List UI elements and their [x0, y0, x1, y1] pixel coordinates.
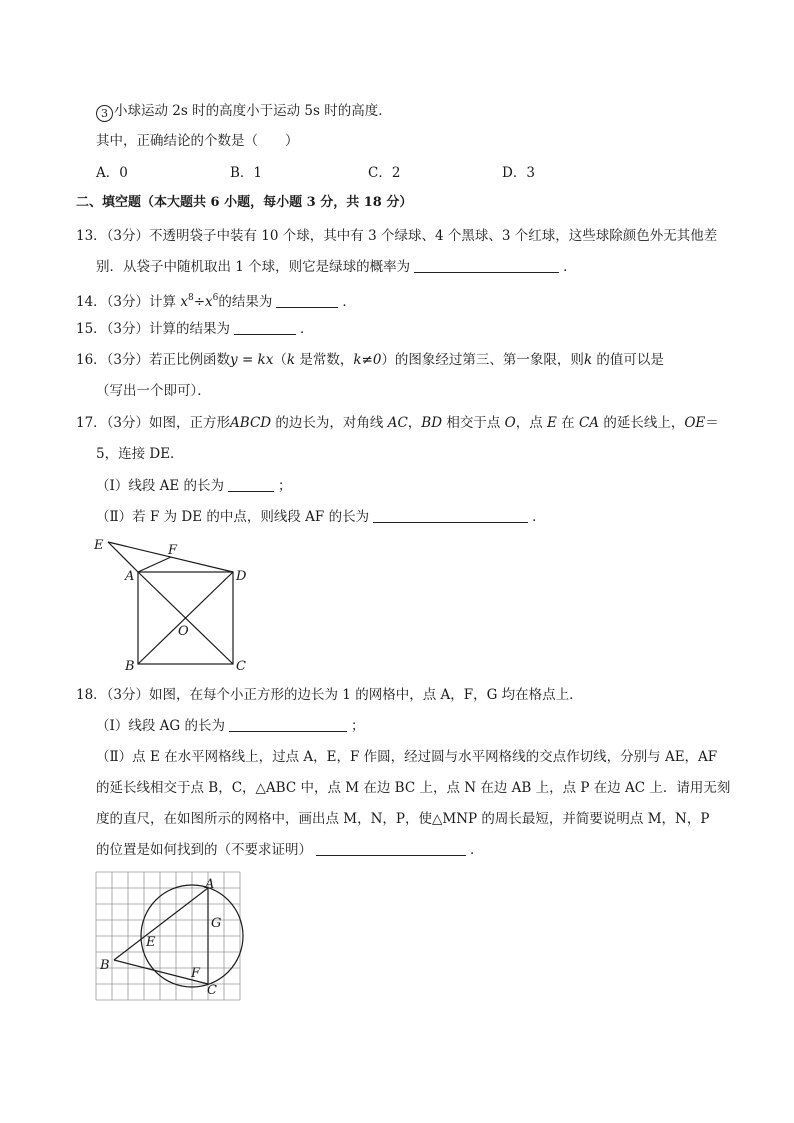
q17-figure [88, 532, 258, 674]
segment-ea [108, 542, 138, 572]
label-g: G [211, 916, 222, 931]
q13-line1: 13．（3分）不透明袋子中装有 10 个球，其中有 3 个绿球、4 个黑球、3 个红球，这些球除颜色外无其他差 [76, 228, 718, 244]
q16-line1: 16．（3分）若正比例函数y = kx（k 是常数，k≠0）的图象经过第三、第一象限，则k 的值可以是 [76, 352, 664, 368]
label-b: B [100, 958, 110, 973]
q15-answer-blank[interactable] [234, 320, 296, 335]
q18-part2-blank[interactable] [316, 841, 466, 856]
item-3: 3 小球运动 2s 时的高度小于运动 5s 时的高度． [96, 102, 392, 122]
label-e: E [146, 935, 156, 950]
q17-line2: 5，连接 DE． [96, 446, 184, 462]
q17-part1-blank[interactable] [228, 477, 274, 492]
label-c: C [207, 983, 217, 998]
label-o: O [178, 624, 189, 639]
label-a: A [205, 877, 215, 892]
q18-part2-line4: 的位置是如何找到的（不要求证明） ． [96, 842, 484, 858]
q18-part2-line1: （Ⅱ）点 E 在水平网格线上，过点 A，E，F 作圆，经过圆与水平网格线的交点作切线，分别与 AE，AF [96, 749, 718, 765]
q13-line2: 别．从袋子中随机取出 1 个球，则它是绿球的概率为 ． [96, 259, 577, 275]
q17-part2: （Ⅱ）若 F 为 DE 的中点，则线段 AF 的长为 ． [96, 509, 546, 525]
q18-part2-line3: 度的直尺，在如图所示的网格中，画出点 M，N，P，使△MNP 的周长最短，并简要说明点 M，N，P [96, 811, 710, 827]
label-f: F [168, 543, 178, 558]
q14: 14．（3分）计算 $x^8\div x^6$的结果为 ． [76, 293, 356, 310]
q15: 15．（3分）计算的结果为 ． [76, 321, 314, 337]
q14-answer-blank[interactable] [276, 293, 338, 308]
label-e: E [94, 538, 104, 553]
q17-line1: 17．（3分）如图，正方形ABCD 的边长为，对角线 AC，BD 相交于点 O，点 E 在 CA 的延长线上，OE＝ [76, 415, 719, 431]
section-heading: 二、填空题（本大题共 6 小题，每小题 3 分，共 18 分） [76, 195, 413, 210]
q13-answer-blank[interactable] [414, 258, 559, 273]
q18-part1-blank[interactable] [229, 717, 347, 732]
label-c: C [236, 659, 246, 674]
label-b: B [125, 659, 135, 674]
q17-part2-blank[interactable] [373, 508, 528, 523]
q17-part1: （Ⅰ）线段 AE 的长为 ； [96, 478, 292, 494]
label-a: A [125, 569, 135, 584]
option-c: C．2 [368, 165, 401, 181]
q18-part1: （Ⅰ）线段 AG 的长为 ； [96, 718, 365, 734]
question-stem: 其中，正确结论的个数是（ ） [96, 133, 299, 149]
option-b: B．1 [230, 165, 263, 181]
label-d: D [236, 569, 247, 584]
label-f: F [191, 966, 201, 981]
q18-figure [90, 868, 250, 1006]
q18-line1: 18．（3分）如图，在每个小正方形的边长为 1 的网格中，点 A，F，G 均在格点上． [76, 687, 583, 703]
segment-af [138, 557, 171, 572]
q16-line2: （写出一个即可）． [96, 383, 211, 399]
option-d: D．3 [502, 165, 535, 181]
option-a: A．0 [96, 165, 128, 181]
q18-part2-line2: 的延长线相交于点 B，C，△ABC 中，点 M 在边 BC 上，点 N 在边 AB 上，点 P 在边 AC 上．请用无刻 [96, 780, 731, 796]
circled-number: 3 [96, 105, 113, 122]
